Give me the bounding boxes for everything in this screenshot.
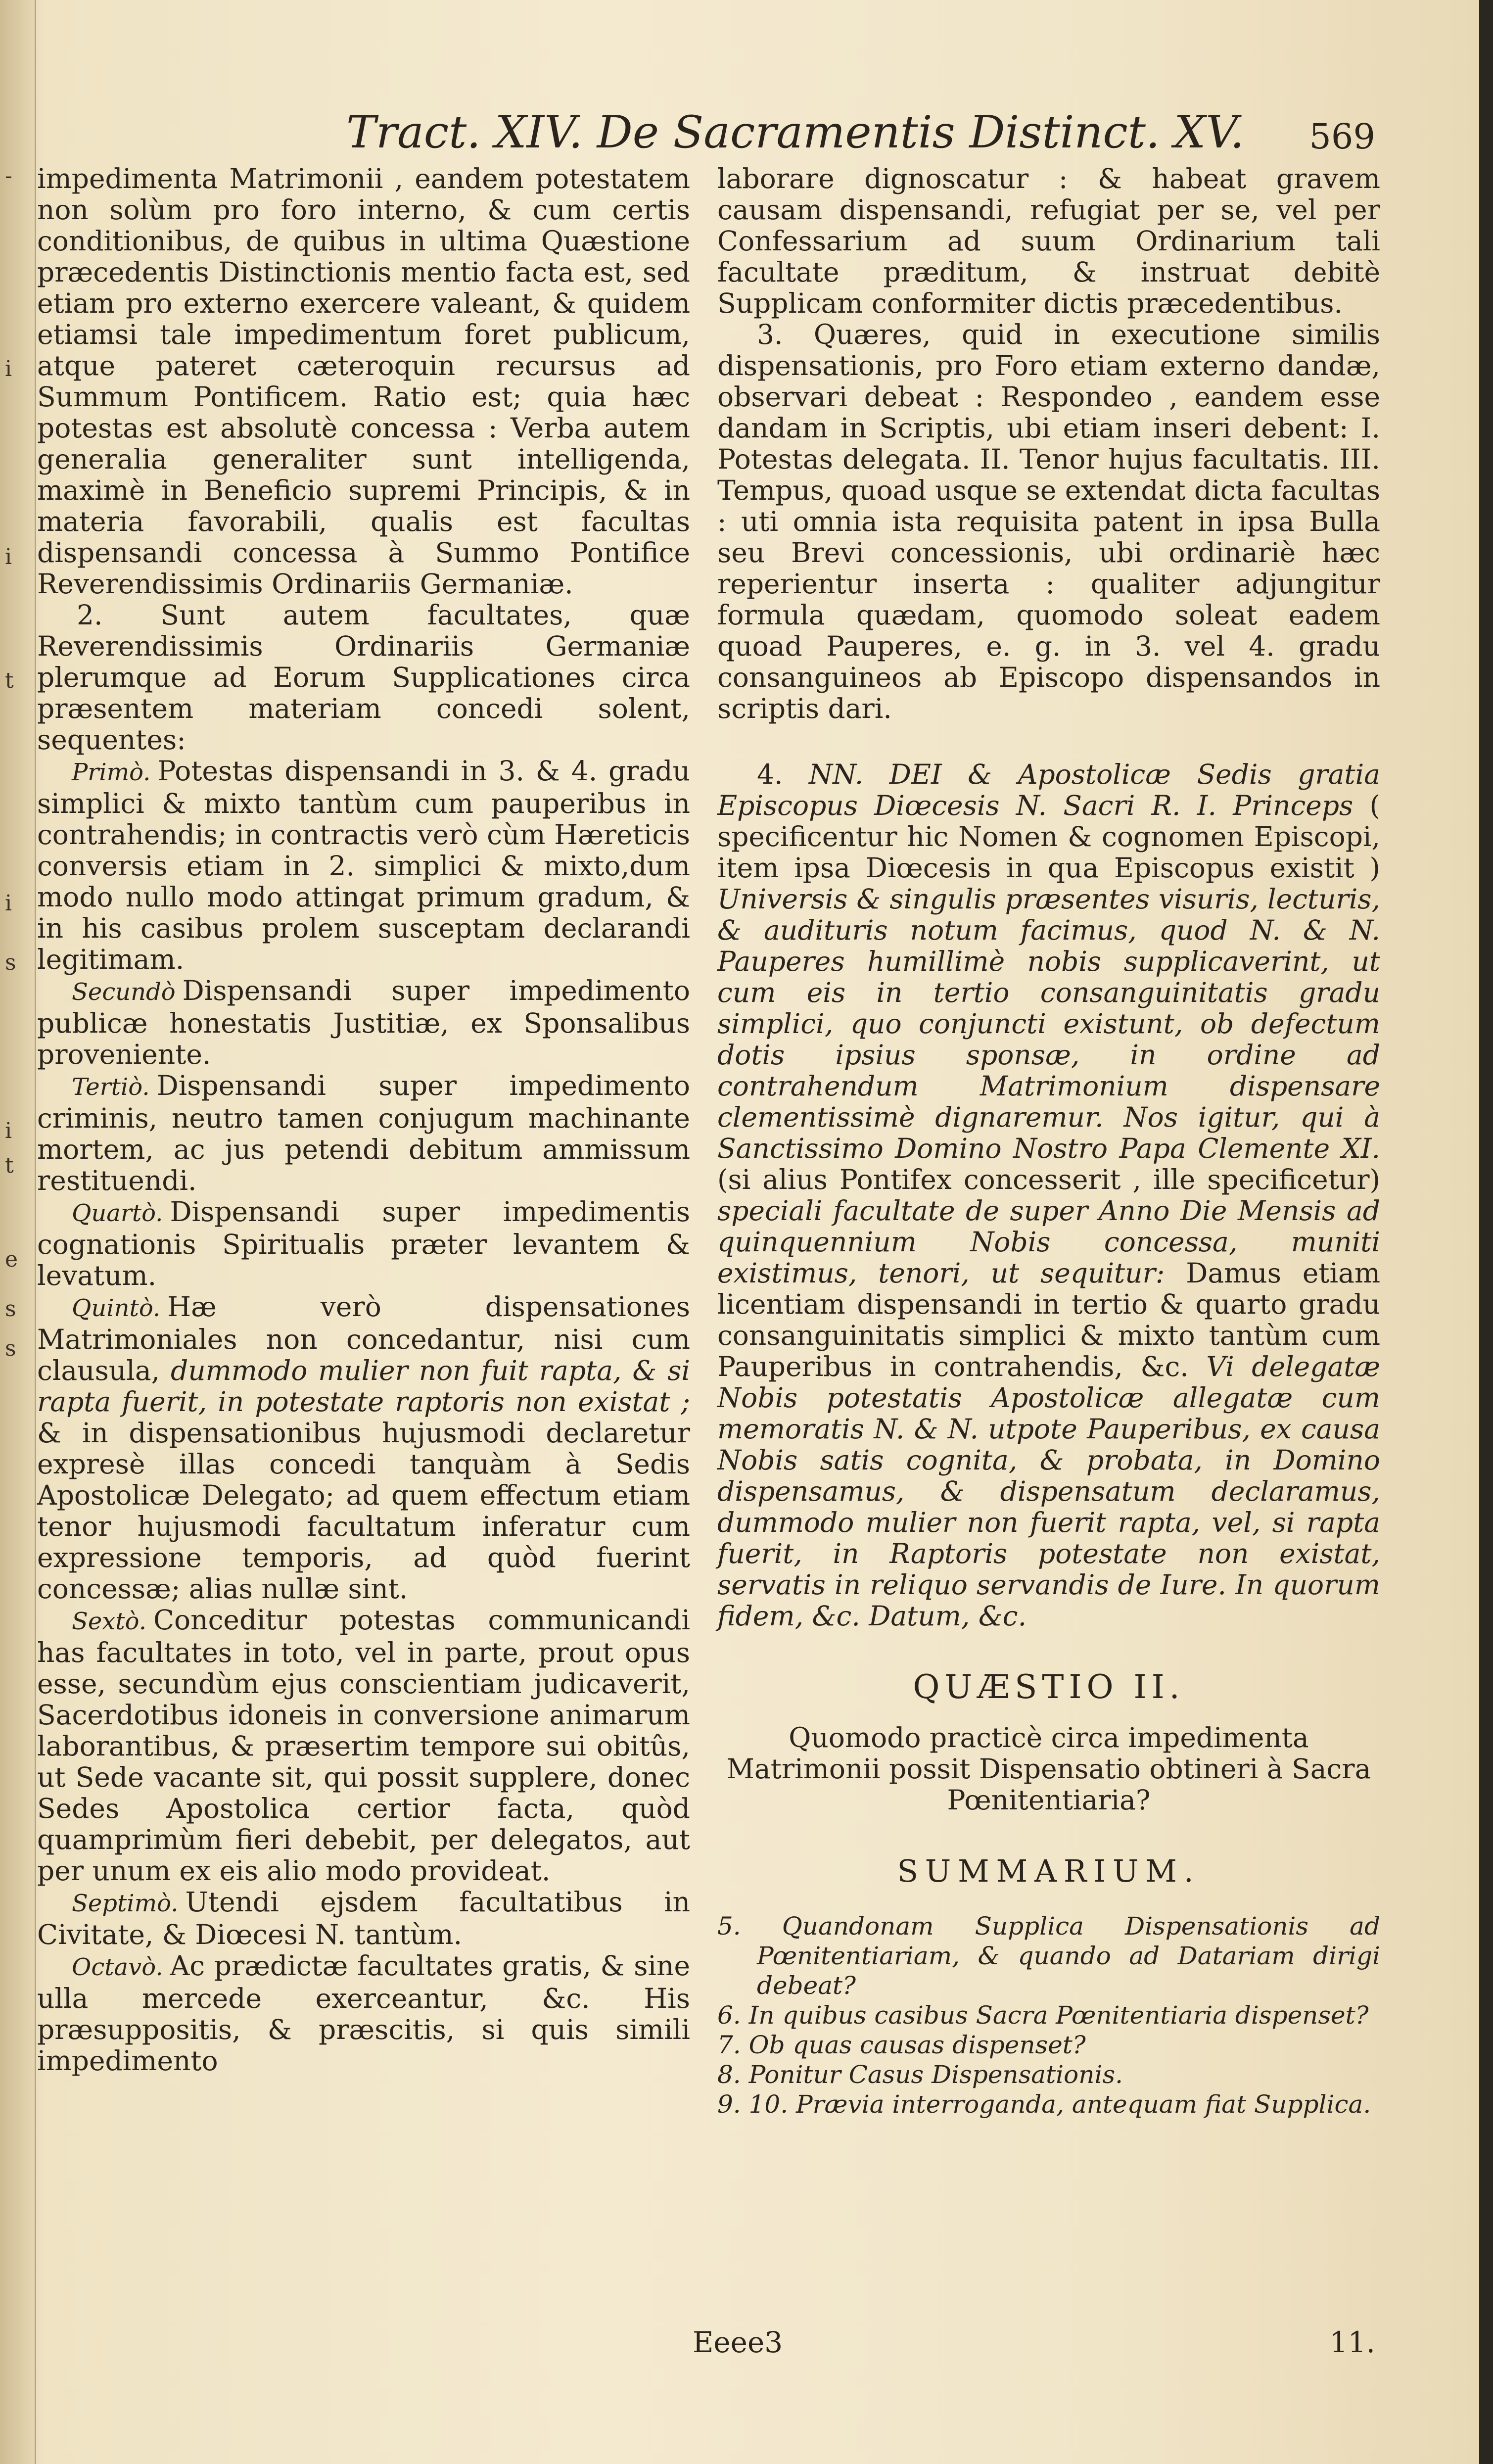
section-label: Tertiò. <box>72 1073 150 1101</box>
margin-char: t <box>5 1153 14 1178</box>
paragraph: 3. Quæres, quid in executione similis dispensationis, pro Foro etiam externo dandæ, observari debeat : Respondeo , eandem esse dandam in Scriptis, ubi etiam inseri debent: I. Potestas delegata. II. Tenor hujus facultatis. III. Tempus, quoad usque se extendat dicta facultas : uti omnia ista requisita patent in ipsa Bulla seu Brevi concessionis, ubi ordinariè hæc reperientur inserta : qualiter adjungitur formula quædam, quomodo soleat eadem quoad Pauperes, e. g. in 3. vel 4. gradu consanguineos ab Episcopo dispensandos in scriptis dari. <box>717 319 1381 724</box>
paragraph-number: 4. <box>757 758 783 790</box>
margin-char: - <box>5 163 12 189</box>
formula-text: Damus etiam licentiam dispensandi in tertio & quarto gradu consanguinitatis simplici & mixto tantùm cum Pauperibus in contrahendis, &c. <box>717 1257 1381 1382</box>
margin-char: i <box>5 544 12 569</box>
summary-item: 5. Quandonam Supplica Dispensationis ad Pœnitentiariam, & quando ad Datariam dirigi debeat? <box>717 1912 1380 2000</box>
section-label: Primò. <box>72 758 151 786</box>
formula-italic: speciali facultate de super Anno Die Mensis ad quinquennium Nobis concessa, muniti existimus, tenori, ut sequitur: <box>717 1195 1380 1289</box>
section-text: Hæ verò dispensationes Matrimoniales non concedantur, nisi cum clausula, <box>37 1291 690 1386</box>
page-footer <box>693 2325 1375 2365</box>
section-text: Potestas dispensandi in 3. & 4. gradu simplici & mixto tantùm cum pauperibus in contrahendis; in contractis verò cùm Hæreticis conversis etiam in 2. simplici & mixto,dum modo nullo modo attingat primum gradum, & in his casibus prolem susceptam declarandi legitimam. <box>37 755 690 975</box>
margin-char: i <box>5 891 12 916</box>
summary-title: SUMMARIUM. <box>897 1853 1201 1889</box>
section-text: & in dispensationibus hujusmodi declaretur expresè illas concedi tanquàm à Sedis Apostolicæ Delegato; ad quem effectum etiam tenor hujusmodi facultatum inferatur cum expressione temporis, ad quòd fuerint concessæ; alias nullæ sint. <box>37 1417 690 1605</box>
margin-char: t <box>5 668 14 693</box>
margin-char: e <box>5 1247 18 1272</box>
catchword: 11. <box>1329 2325 1375 2359</box>
margin-char: i <box>5 1118 12 1143</box>
summary-item: 8. Ponitur Casus Dispensationis. <box>717 2060 1123 2089</box>
section-text: Ac prædictæ facultates gratis, & sine ulla mercede exerceantur, &c. His præsuppositis, & præscitis, si quis simili impedimento <box>37 1950 690 2077</box>
summary-item: 6. In quibus casibus Sacra Pœnitentiaria dispenset? <box>717 2001 1369 2030</box>
section-label: Secundò <box>72 978 176 1006</box>
section-text: Dispensandi super impedimentis cognationis Spiritualis præter levantem & levatum. <box>37 1196 690 1291</box>
page-header <box>346 106 1375 166</box>
formula-text: ( specificentur hic Nomen & cognomen Episcopi, item ipsa Diœcesis in qua Episcopus existit ) <box>717 790 1381 884</box>
section-label: Sextò. <box>72 1608 146 1635</box>
formula-italic: Vi delegatæ Nobis potestatis Apostolicæ allegatæ cum memoratis N. & N. utpote Pauperibus, ex causa Nobis satis cognita, & probata, in Domino dispensamus, & dispensatum declaramus, dummodo mulier non fuerit rapta, vel, si rapta fuerit, in Raptoris potestate non existat, servatis in reliquo servandis de Iure. In quorum fidem, &c. Datum, &c. <box>717 1351 1380 1632</box>
margin-char: s <box>5 950 16 975</box>
formula-italic: Universis & singulis præsentes visuris, lecturis, & audituris notum facimus, quod N. & N. Pauperes humillimè nobis supplicaverint, ut cum eis in tertio consanguinitatis gradu simplici, quo conjuncti existunt, ob defectum dotis ipsius sponsæ, in ordine ad contrahendum Matrimonium dispensare clementissimè dignaremur. Nos igitur, qui à Sanctissimo Domino Nostro Papa Clemente XI. <box>717 883 1380 1164</box>
margin-char: i <box>5 356 12 381</box>
section-label: Quartò. <box>72 1199 163 1227</box>
section <box>37 1887 690 1950</box>
right-column <box>717 163 1380 2119</box>
paragraph: laborare dignoscatur : & habeat gravem causam dispensandi, refugiat per se, vel per Confessarium ad suum Ordinarium tali facultate præditum, & instruat debitè Supplicam conformiter dictis præcedentibus. <box>717 163 1380 319</box>
section <box>37 1070 690 1196</box>
section <box>37 1291 690 1605</box>
left-column <box>37 163 690 2077</box>
signature-mark: Eeee3 <box>693 2325 783 2359</box>
paragraph: 2. Sunt autem facultates, quæ Reverendissimis Ordinariis Germaniæ plerumque ad Eorum Supplicationes circa præsentem materiam concedi solent, sequentes: <box>37 599 690 756</box>
clause-italic: dummodo mulier non fuit rapta, & si rapta fuerit, in potestate raptoris non existat ; <box>37 1355 691 1418</box>
paragraph: impedimenta Matrimonii , eandem potestatem non solùm pro foro interno, & cum certis conditionibus, de quibus in ultima Quæstione præcedentis Distinctionis mentio facta est, sed etiam pro externo exercere valeant, & quidem etiamsi tale impedimentum foret publicum, atque pateret cæteroquin recursus ad Summum Pontificem. Ratio est; quia hæc potestas est absolutè concessa : Verba autem generalia generaliter sunt intelligenda, maximè in Beneficio supremi Principis, & in materia favorabili, qualis est facultas dispensandi concessa à Summo Pontifice Reverendissimis Ordinariis Germaniæ. <box>37 163 690 600</box>
summary-item: 7. Ob quas causas dispenset? <box>717 2031 1086 2059</box>
section-label: Octavò. <box>72 1953 163 1981</box>
formula-italic: NN. DEI & Apostolicæ Sedis gratia Episcopus Diœcesis N. Sacri R. I. Princeps <box>717 758 1380 821</box>
previous-page-edge <box>0 0 36 2464</box>
margin-char: s <box>5 1336 16 1361</box>
summary-list <box>717 1911 1380 2119</box>
section <box>37 1196 690 1291</box>
section <box>37 756 690 975</box>
summary-item: 9. 10. Prævia interroganda, antequam fiat Supplica. <box>717 2090 1371 2119</box>
section-text: Utendi ejsdem facultatibus in Civitate, & Diœcesi N. tantùm. <box>37 1886 690 1950</box>
section-label: Quintò. <box>72 1294 161 1322</box>
question-title: QUÆSTIO II. <box>913 1668 1185 1706</box>
section <box>37 1950 690 2077</box>
section-label: Septimò. <box>72 1890 179 1917</box>
section <box>37 975 690 1070</box>
page-number: 569 <box>1309 116 1375 157</box>
section-text: Dispensandi super impedimento criminis, neutro tamen conjugum machinante mortem, ac jus petendi debitum ammissum restituendi. <box>37 1070 690 1196</box>
question-subtitle: Quomodo practicè circa impedimenta Matrimonii possit Dispensatio obtineri à Sacra Pœnitentiaria? <box>726 1722 1371 1816</box>
margin-char: s <box>5 1296 16 1322</box>
running-title: Tract. XIV. De Sacramentis Distinct. XV. <box>346 106 1245 158</box>
section-text: Dispensandi super impedimento publicæ honestatis Justitiæ, ex Sponsalibus proveniente. <box>37 975 690 1070</box>
section-text: Conceditur potestas communicandi has facultates in toto, vel in parte, prout opus esse, secundùm ejus conscientiam judicaverit, Sacerdotibus idoneis in conversione animarum laborantibus, & præsertim tempore sui obitûs, ut Sede vacante sit, qui possit supplere, donec Sedes Apostolica certior facta, quòd quamprimùm fieri debebit, per delegatos, aut per unum ex eis alio modo provideat. <box>37 1604 690 1887</box>
section <box>37 1605 690 1887</box>
paragraph <box>717 759 1380 1632</box>
formula-text: (si alius Pontifex concesserit , ille specificetur) <box>717 1164 1380 1195</box>
